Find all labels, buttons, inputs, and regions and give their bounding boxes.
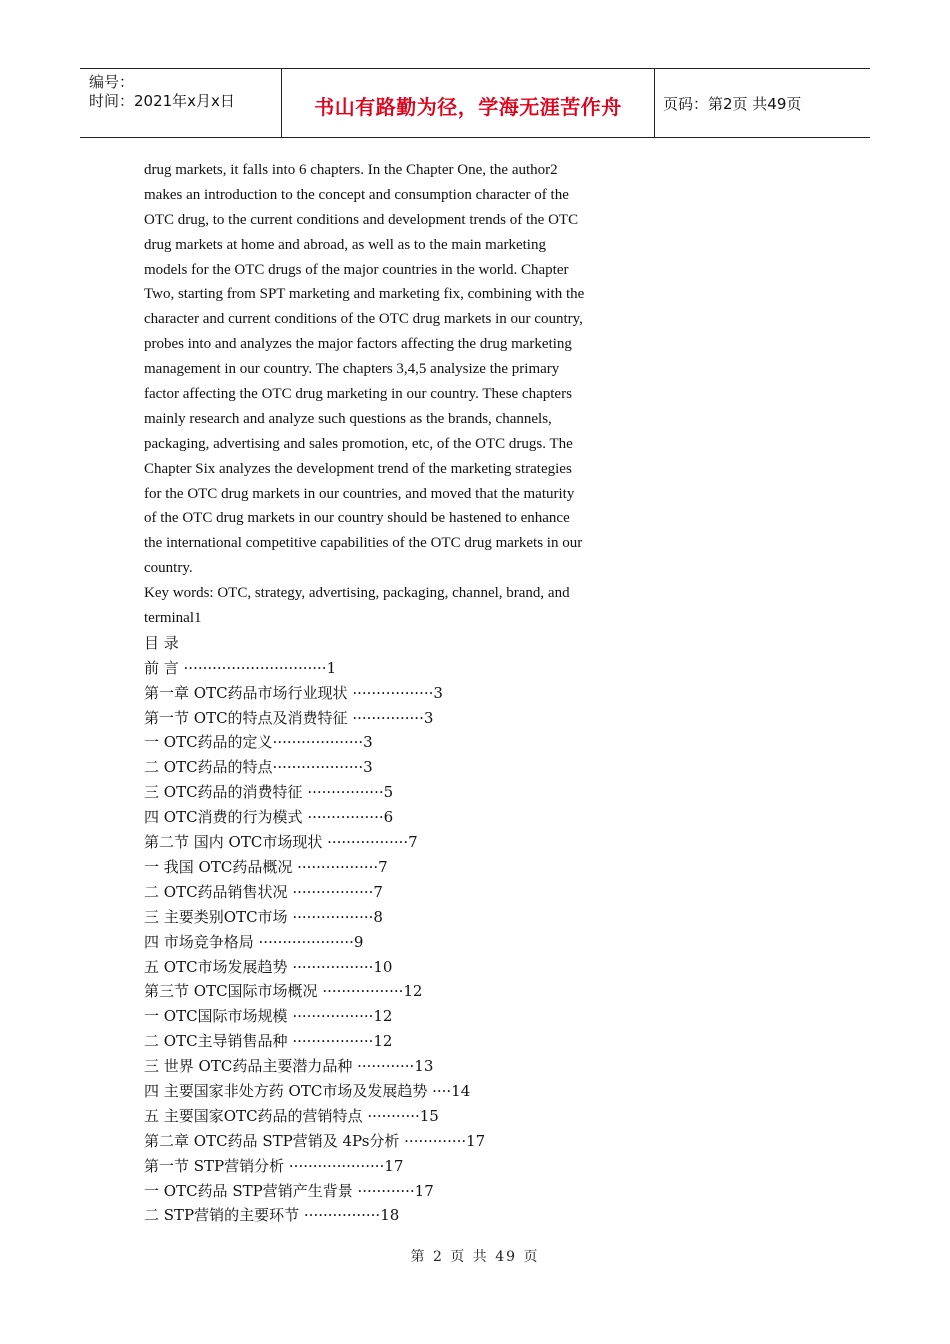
- body-line: country.: [144, 560, 193, 577]
- document-body: [144, 158, 644, 1228]
- body-line: the international competitive capabilities of the OTC drug markets in our: [144, 535, 583, 552]
- number-label: 编号：: [89, 73, 135, 91]
- body-line: factor affecting the OTC drug marketing in our country. These chapters: [144, 386, 572, 403]
- body-line: Chapter Six analyzes the development trend of the marketing strategies: [144, 460, 572, 477]
- toc-entry: 二 OTC药品的特点···················3: [144, 758, 373, 777]
- body-line: OTC drug, to the current conditions and development trends of the OTC: [144, 211, 579, 228]
- body-line: management in our country. The chapters 3,4,5 analysize the primary: [144, 361, 560, 378]
- toc-entry: 一 OTC药品 STP营销产生背景 ············17: [144, 1181, 434, 1200]
- toc-entry: 一 OTC药品的定义···················3: [144, 733, 373, 752]
- toc-entry: 第二节 国内 OTC市场现状 ·················7: [144, 833, 418, 852]
- toc-entry: 三 OTC药品的消费特征 ················5: [144, 783, 394, 802]
- toc-entry: 第一章 OTC药品市场行业现状 ·················3: [144, 683, 443, 702]
- body-line: drug markets at home and abroad, as well as to the main marketing: [144, 236, 546, 253]
- body-line: character and current conditions of the OTC drug markets in our country,: [144, 311, 583, 328]
- body-line: terminal1: [144, 610, 202, 627]
- toc-entry: 三 世界 OTC药品主要潜力品种 ············13: [144, 1057, 434, 1076]
- toc-entry: 第二章 OTC药品 STP营销及 4Ps分析 ·············17: [144, 1131, 486, 1150]
- toc-entry: 二 OTC主导销售品种 ·················12: [144, 1032, 393, 1051]
- motto-text: 书山有路勤为径，学海无涯苦作舟: [314, 95, 622, 119]
- toc-entry: 第三节 OTC国际市场概况 ·················12: [144, 982, 423, 1001]
- body-line: packaging, advertising and sales promotion, etc, of the OTC drugs. The: [144, 435, 573, 452]
- body-line: mainly research and analyze such questions as the brands, channels,: [144, 410, 552, 427]
- body-line: probes into and analyzes the major factors affecting the drug marketing: [144, 336, 572, 353]
- toc-entry: 第一节 OTC的特点及消费特征 ···············3: [144, 708, 434, 727]
- page-footer: 第 2 页 共 49 页: [410, 1249, 540, 1265]
- time-label: 时间：2021年x月x日: [89, 92, 235, 110]
- body-line: Two, starting from SPT marketing and marketing fix, combining with the: [144, 286, 585, 303]
- body-line: for the OTC drug markets in our countries, and moved that the maturity: [144, 485, 575, 502]
- toc-entry: 一 我国 OTC药品概况 ·················7: [144, 857, 388, 876]
- toc-entry: 二 OTC药品销售状况 ·················7: [144, 882, 383, 901]
- toc-entry: 四 市场竞争格局 ····················9: [144, 932, 364, 951]
- page-info: 页码：第2页 共49页: [663, 95, 802, 113]
- header-page-cell: [654, 69, 870, 137]
- toc-entry: 二 STP营销的主要环节 ················18: [144, 1206, 400, 1225]
- toc-entry: 前 言 ······························1: [144, 658, 337, 677]
- body-line: of the OTC drug markets in our country should be hastened to enhance: [144, 510, 570, 527]
- header-meta-cell: [80, 69, 280, 137]
- body-line: makes an introduction to the concept and consumption character of the: [144, 186, 569, 203]
- header-motto-cell: [281, 69, 655, 137]
- toc-entry: 三 主要类别OTC市场 ·················8: [144, 907, 383, 926]
- abstract-text: [144, 158, 644, 631]
- toc-entry: 五 主要国家OTC药品的营销特点 ···········15: [144, 1106, 439, 1125]
- table-of-contents: [144, 656, 644, 1228]
- toc-entry: 四 OTC消费的行为模式 ················6: [144, 808, 394, 827]
- body-line: Key words: OTC, strategy, advertising, packaging, channel, brand, and: [144, 585, 570, 602]
- toc-entry: 第一节 STP营销分析 ····················17: [144, 1156, 404, 1175]
- page-header: [80, 68, 870, 138]
- body-line: models for the OTC drugs of the major countries in the world. Chapter: [144, 261, 569, 278]
- toc-entry: 一 OTC国际市场规模 ·················12: [144, 1007, 393, 1026]
- body-line: drug markets, it falls into 6 chapters. In the Chapter One, the author2: [144, 162, 558, 178]
- toc-entry: 四 主要国家非处方药 OTC市场及发展趋势 ····14: [144, 1081, 471, 1100]
- toc-entry: 五 OTC市场发展趋势 ·················10: [144, 957, 393, 976]
- toc-title: 目 录: [144, 633, 179, 652]
